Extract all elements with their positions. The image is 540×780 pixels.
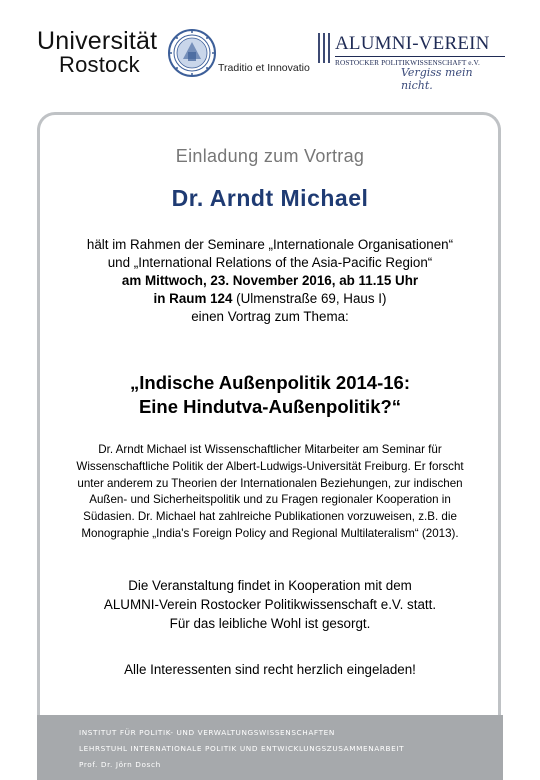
footer-professor: Prof. Dr. Jörn Dosch (79, 760, 161, 769)
alumni-name: ALUMNI-VEREIN (335, 33, 490, 54)
event-room (37, 290, 503, 308)
room-address: (Ulmenstraße 69, Haus I) (232, 291, 387, 306)
talk-title-line: „Indische Außenpolitik 2014-16: (130, 372, 410, 393)
speaker-bio (37, 442, 503, 543)
university-seal-icon (167, 28, 217, 78)
footer-chair: LEHRSTUHL INTERNATIONALE POLITIK UND ENTWICKLUNGSZUSAMMENARBEIT (79, 744, 405, 753)
intro-line: hält im Rahmen der Seminare „Internationale Organisationen“ (86, 237, 454, 252)
alumni-logo (315, 33, 505, 92)
bio-line: Monographie „India's Foreign Policy and Regional Multilateralism“ (2013). (81, 526, 459, 540)
bio-line: Südasien. Dr. Michael hat zahlreiche Publikationen vorzuweisen, z.B. die (83, 510, 457, 524)
university-logo-text (37, 27, 158, 77)
alumni-slogan: Vergiss mein nicht. (401, 66, 473, 92)
event-date: am Mittwoch, 23. November 2016, ab 11.15 Uhr (121, 273, 419, 288)
talk-title-line: Eine Hindutva-Außenpolitik?“ (138, 396, 402, 417)
intro-line: und „International Relations of the Asia-Pacific Region“ (107, 255, 433, 270)
cooperation-note (37, 576, 503, 633)
bio-line: Außen- und Sicherheitspolitik und zu Fragen regionaler Kooperation in (89, 493, 451, 507)
coop-line: ALUMNI-Verein Rostocker Politikwissenschaft e.V. statt. (103, 597, 437, 612)
university-name-line2: Rostock (59, 52, 140, 77)
intro-line: einen Vortrag zum Thema: (191, 309, 349, 324)
coop-line: Für das leibliche Wohl ist gesorgt. (169, 616, 371, 631)
alumni-rule (335, 56, 505, 57)
alumni-subtitle: ROSTOCKER POLITIKWISSENSCHAFT e.V. (335, 58, 480, 67)
room-number: in Raum 124 (153, 291, 233, 306)
footer (37, 715, 503, 780)
coop-line: Die Veranstaltung findet in Kooperation mit dem (128, 578, 412, 593)
invitation-kicker: Einladung zum Vortrag (175, 146, 365, 166)
invitation-intro (37, 236, 503, 326)
bio-line: unter anderem zu Theorien der Internationalen Beziehungen, zur indischen (77, 476, 463, 490)
bio-line: Wissenschaftliche Politik der Albert-Ludwigs-Universität Freiburg. Er forscht (76, 459, 464, 473)
university-motto: Traditio et Innovatio (218, 62, 310, 74)
bio-line: Dr. Arndt Michael ist Wissenschaftlicher Mitarbeiter am Seminar für (98, 443, 442, 456)
talk-title (37, 371, 503, 419)
invitation-closing: Alle Interessenten sind recht herzlich eingeladen! (124, 662, 416, 677)
footer-institute: INSTITUT FÜR POLITIK- UND VERWALTUNGSWISSENSCHAFTEN (79, 728, 335, 737)
alumni-columns-icon (315, 33, 335, 65)
university-name-line1: Universität (37, 27, 158, 55)
speaker-name: Dr. Arndt Michael (171, 185, 369, 211)
